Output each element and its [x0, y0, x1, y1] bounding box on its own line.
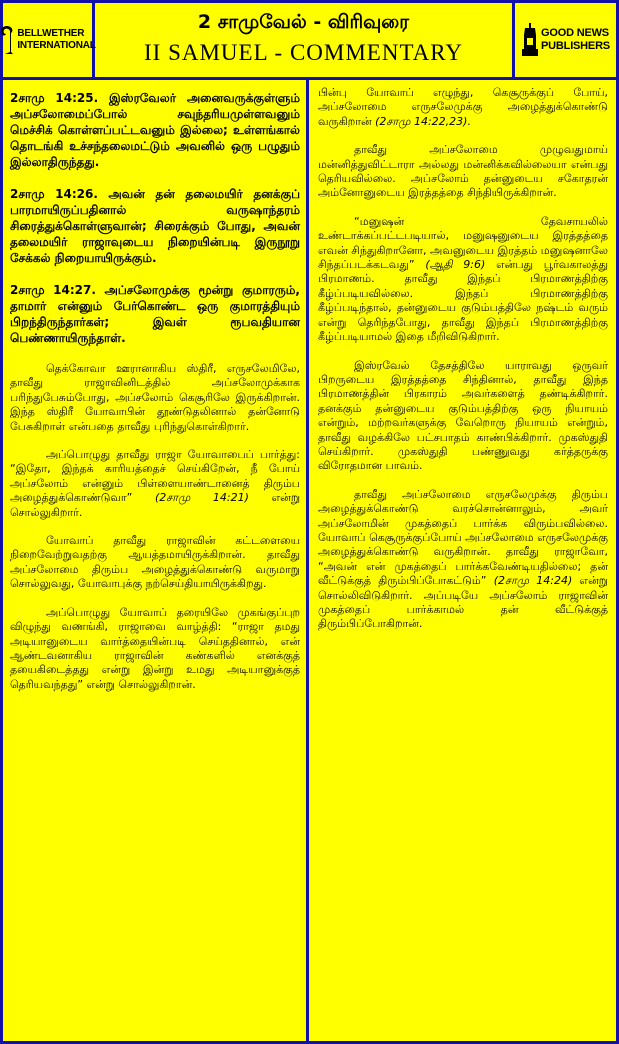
scripture-reference: (ஆதி 9:6)	[425, 258, 486, 272]
paragraph-text: “மனுஷன் தேவசாயலில் உண்டாக்கப்பட்டபடியால், மனுஷனுடைய இரத்தத்தை எவன் சிந்துகிறானோ, அவனுடைய இரத்தம் மனுஷனாலே சிந்தப்படக்கடவது”	[318, 214, 608, 272]
commentary-paragraph	[318, 488, 608, 632]
bell-tower-icon	[521, 23, 539, 57]
commentary-paragraph: தாவீது அப்சலோமை முழுவதுமாய் மன்னித்துவிட்டாரா அல்லது மன்னிக்கவில்லையா என்பது தெரியவில்லை. அப்சலோம் தன்னுடைய சகோதரன் அம்னோனுடைய இரத்தத்தை சிந்தியிருக்கிறான்.	[318, 143, 608, 200]
bellwether-logo-line1: BELLWETHER	[17, 28, 85, 39]
good-news-logo-line2: PUBLISHERS	[541, 40, 610, 52]
commentary-paragraph	[318, 86, 608, 129]
good-news-logo-text	[541, 27, 610, 53]
right-column	[318, 86, 608, 646]
left-column	[10, 90, 300, 706]
scripture-reference: (2சாமு 14:22,23).	[375, 114, 471, 128]
commentary-paragraph: தெக்கோவா ஊரானாகிய ஸ்திரீ, எருசலேமிலே, தாவீது ராஜாவினிடத்தில் அப்சலோமுக்காக பரிந்துபேசும்போது, அப்சலோம் கெசூரிலே இருக்கிறான். இந்த ஸ்திரீ யோவாபின் தூண்டுதலினால் தன்னோடு பேசுகிறாள் என்பதை தாவீது புரிந்துகொள்கிறார்.	[10, 362, 300, 433]
good-news-logo-line1: GOOD NEWS	[541, 27, 609, 39]
bellwether-logo-text	[17, 28, 95, 52]
ram-icon	[0, 25, 15, 55]
paragraph-text: அப்பொழுது தாவீது ராஜா யோவாபைப் பார்த்து: “இதோ, இந்தக் காரியத்தைச் செய்கிறேன், நீ போய் அப்சலோம் என்னும் பிள்ளையாண்டானைத் திரும்ப அழைத்துக்கொண்டுவா”	[10, 448, 300, 505]
bellwether-logo	[3, 3, 95, 77]
paragraph-text: என்பது பூர்வகாலத்து பிரமாணம். தாவீது இந்தப் பிரமாணத்திற்கு கீழ்ப்படியவில்லை. இந்தப் பிரமாணத்திற்கு கீழ்ப்படிந்தால், தன்னுடைய குடும்பத்திலே நஷ்டம் வரும் என்று தெரிந்தபோது, தாவீது இந்தப் பிரமாணத்திற்கு கீழ்ப்படியாமல் இதை மீறிவிடுகிறார்.	[318, 258, 608, 344]
scripture-reference: (2சாமு 14:21)	[154, 491, 249, 505]
commentary-paragraph	[318, 215, 608, 345]
commentary-paragraph	[10, 448, 300, 520]
good-news-logo	[512, 3, 616, 77]
bellwether-logo-line2: INTERNATIONAL	[17, 40, 96, 51]
verse-14-25: 2சாமு 14:25. இஸ்ரவேலர் அனைவருக்குள்ளும் அப்சலோமைப்போல் சவுந்தரியமுள்ளவனும் மெச்சிக் கொள்ளப்பட்டவனும் இல்லை; உள்ளங்கால் தொடங்கி உச்சந்தலைமட்டும் அவனில் ஒரு பழுதும் இல்லாதிருந்தது.	[10, 91, 300, 169]
commentary-paragraph: இஸ்ரவேல் தேசத்திலே யாராவது ஒருவர் பிறருடைய இரத்தத்தை சிந்தினால், தாவீது இந்த பிரமாணத்தின் பிரகாரம் அவர்களைத் தண்டிக்கிறார். தனக்கும் தன்னுடைய குடும்பத்திற்கு ஒரு நியாயம் என்றும், மற்றவர்களுக்கு வேறொரு நியாயம் என்றும், தாவீது வழக்கிலே பட்சபாதம் காண்பிக்கிறார். முகஸ்துதி செய்கிறார். முகஸ்துதி பண்ணுவது கர்த்தருக்கு விரோதமான பாவம்.	[318, 358, 608, 473]
page-header	[0, 0, 619, 80]
commentary-paragraph: யோவாப் தாவீது ராஜாவின் கட்டளையை நிறைவேற்றுவதற்கு ஆயத்தமாயிருக்கிறான். தாவீது அப்சலோமை திரும்ப அழைத்துக்கொண்டு வருமாறு சொல்லுவது, யோவாபுக்கு நற்செய்தியாயிருக்கிறது.	[10, 534, 300, 591]
verse-14-27: 2சாமு 14:27. அப்சலோமுக்கு மூன்று குமாரரும், தாமார் என்னும் பேர்கொண்ட ஒரு குமாரத்தியும் பிறந்திருந்தார்கள்; இவள் ரூபவதியான பெண்ணாயிருந்தாள்.	[10, 283, 300, 345]
scripture-reference: (2சாமு 14:24)	[493, 574, 573, 588]
paragraph-text: தாவீது அப்சலோமை எருசலேமுக்கு திரும்ப அழைத்துக்கொண்டு வரச்சொன்னாலும், அவர் அப்சலோமின் முகத்தைப் பார்க்க விரும்பவில்லை. யோவாப் கெசூருக்குப்போய் அப்சலோமை எருசலேமுக்கு அழைத்துக்கொண்டு வருகிறான். தாவீது ராஜாவோ, “அவன் என் முகத்தைப் பார்க்கவேண்டியதில்லை; தன் வீட்டுக்குத் திரும்பிப்போகட்டும்”	[318, 487, 608, 588]
verse-14-26: 2சாமு 14:26. அவன் தன் தலைமயிர் தனக்குப் பாரமாயிருப்பதினால் வருஷாந்தரம் சிரைத்துக்கொள்ளுவான்; சிரைக்கும் போது, அவன் தலைமயிர் ராஜாவுடைய நிறையின்படி இருநூறு சேக்கல் நிறையாயிருக்கும்.	[10, 187, 300, 265]
column-divider	[306, 80, 309, 1041]
page-title-tamil: 2 சாமுவேல் - விரிவுரை	[197, 11, 410, 33]
paragraph-text: என்று சொல்லுகிறார்.	[10, 491, 301, 519]
paragraph-text: பின்பு யோவாப் எழுந்து, கெசூருக்குப் போய், அப்சலோமை எருசலேமுக்கு அழைத்துக்கொண்டு வருகிறான்	[318, 86, 608, 128]
commentary-paragraph: அப்பொழுது யோவாப் தரையிலே முகங்குப்புற விழுந்து வணங்கி, ராஜாவை வாழ்த்தி: “ராஜா தமது அடியானுடைய வார்த்தையின்படி செய்ததினால், என் ஆண்டவனாகிய ராஜாவின் கண்களில் எனக்குத் தயைகிடைத்தது என்று இன்று உமது அடியானுக்குத் தெரியவந்தது” என்று சொல்லுகிறான்.	[10, 605, 300, 691]
title-area	[98, 3, 509, 77]
paragraph-text: என்று சொல்லிவிடுகிறார். அப்படியே அப்சலோம் ராஜாவின் முகத்தைப் பார்க்காமல் தன் வீட்டுக்குத் திரும்பிப்போகிறான்.	[318, 574, 608, 631]
page-title-english: II SAMUEL - COMMENTARY	[144, 40, 463, 65]
